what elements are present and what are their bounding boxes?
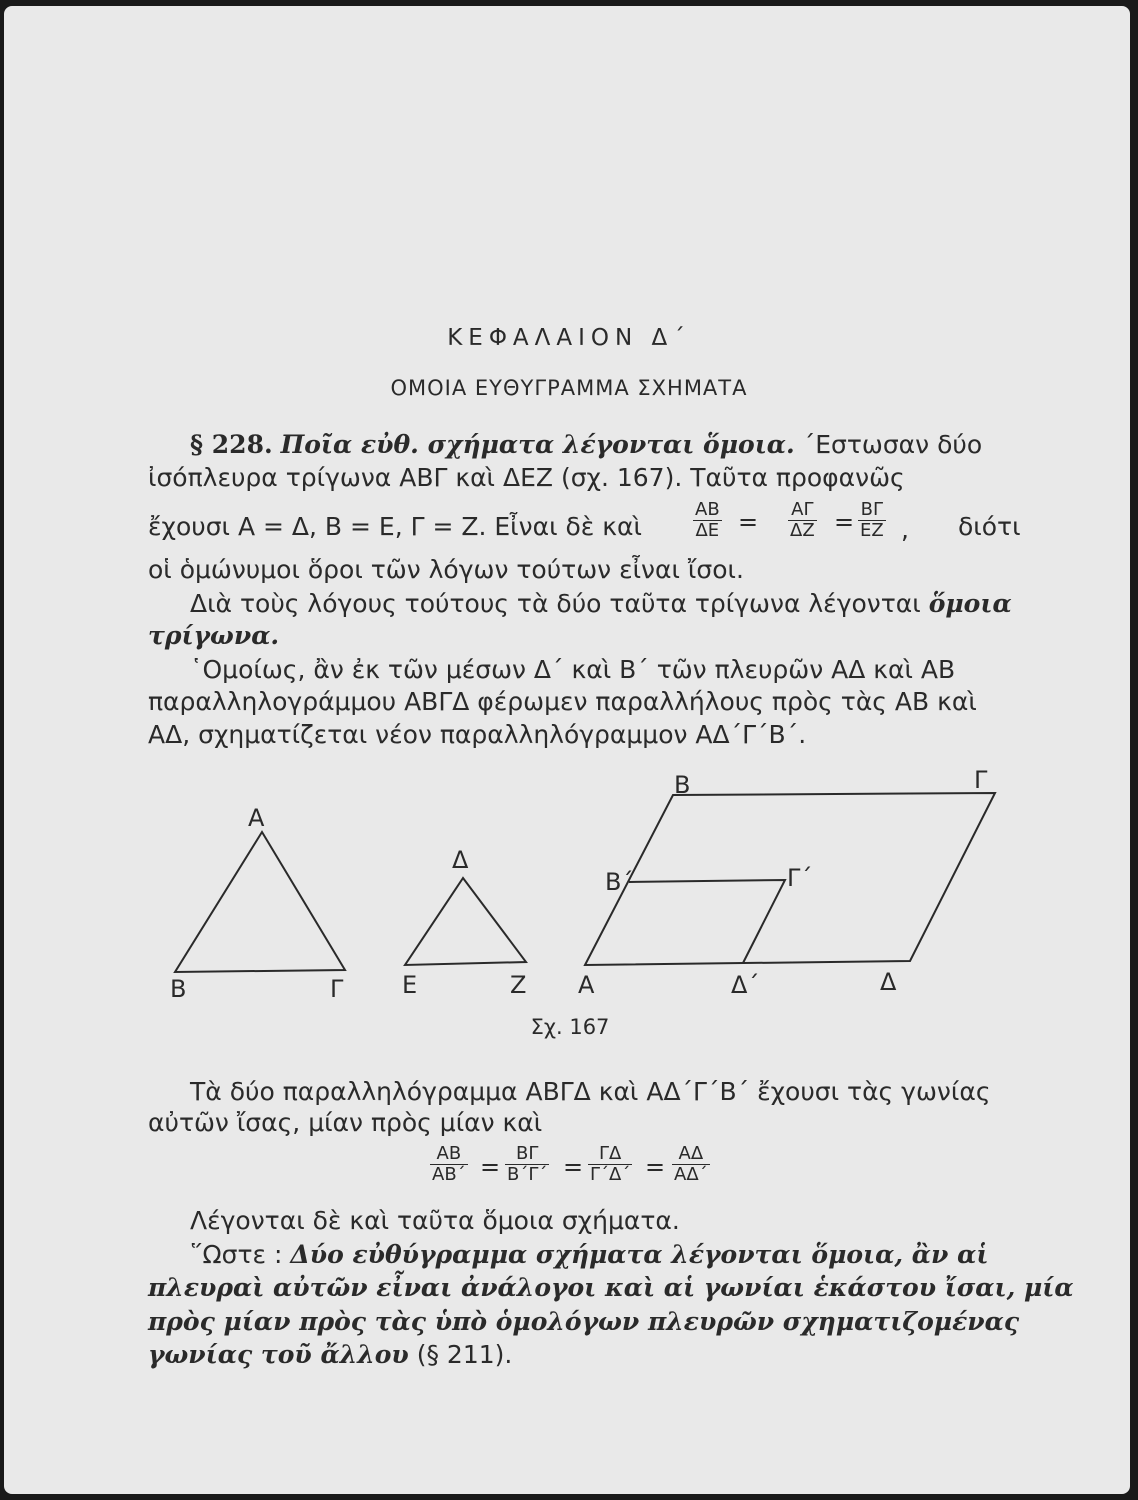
- section-heading: Ποῖα εὐθ. σχήματα λέγονται ὅμοια.: [280, 430, 795, 459]
- equals-sign: =: [563, 1153, 584, 1181]
- equals-sign: =: [645, 1153, 666, 1181]
- paragraph-line: ῾Ομοίως, ἂν ἐκ τῶν μέσων Δ΄ καὶ Β΄ τῶν πλευρῶν ΑΔ καὶ ΑΒ: [190, 655, 956, 684]
- ratio-fraction: $\frac{AB}{\Delta E}$: [695, 499, 720, 541]
- vertex-label: Γ΄: [787, 864, 813, 892]
- paragraph-line: ἔχουσι Α = Δ, Β = Ε, Γ = Ζ. Εἶναι δὲ καὶ: [148, 512, 642, 541]
- paragraph-line: ἰσόπλευρα τρίγωνα ΑΒΓ καὶ ΔΕΖ (σχ. 167). Ταῦτα προφανῶς: [148, 463, 905, 492]
- paragraph-line: παραλληλογράμμου ΑΒΓΔ φέρωμεν παραλλήλους πρὸς τὰς ΑΒ καὶ: [148, 687, 977, 716]
- figure-caption: Σχ. 167: [530, 1015, 610, 1039]
- vertex-label: Ζ: [510, 971, 527, 999]
- comma: ,: [901, 515, 909, 544]
- ratio-fraction: $\frac{B\Gamma}{B΄\Gamma΄}$: [507, 1143, 548, 1185]
- emphasis-term: ὅμοια: [928, 589, 1012, 618]
- vertex-label: Β: [170, 975, 187, 1003]
- ratio-fraction: $\frac{B\Gamma}{EZ}$: [860, 499, 884, 541]
- paragraph-line: διότι: [958, 512, 1021, 541]
- paragraph-line: Λέγονται δὲ καὶ ταῦτα ὅμοια σχήματα.: [190, 1206, 680, 1235]
- vertex-label: Β΄: [605, 868, 634, 896]
- ratio-fraction: $\frac{A\Delta}{A\Delta΄}$: [674, 1143, 708, 1185]
- paragraph-line: αὐτῶν ἴσας, μίαν πρὸς μίαν καὶ: [148, 1108, 543, 1137]
- vertex-label: Α: [248, 804, 265, 832]
- definition-text: Δύο εὐθύγραμμα σχήματα λέγονται ὅμοια, ἂν αἱ: [290, 1240, 989, 1269]
- ratio-fraction: $\frac{A\Gamma}{\Delta Z}$: [790, 499, 815, 541]
- section-reference: (§ 211).: [416, 1340, 513, 1369]
- equals-sign: =: [480, 1153, 501, 1181]
- definition-text: πρὸς μίαν πρὸς τὰς ὑπὸ ὁμολόγων πλευρῶν σχηματιζομένας: [148, 1307, 1020, 1336]
- vertex-label: Γ: [974, 766, 988, 794]
- conclusion-line: [190, 1240, 988, 1269]
- vertex-label: Β: [674, 771, 691, 799]
- vertex-label: Δ΄: [731, 971, 760, 999]
- chapter-title: ΟΜΟΙΑ ΕΥΘΥΓΡΑΜΜΑ ΣΧΗΜΑΤΑ: [390, 376, 748, 400]
- conclusion-lead: ῞Ωστε :: [190, 1240, 283, 1269]
- conclusion-line: [148, 1340, 512, 1369]
- vertex-label: Γ: [330, 975, 344, 1003]
- definition-text: πλευραὶ αὐτῶν εἶναι ἀνάλογοι καὶ αἱ γωνίαι ἑκάστου ἴσαι, μία: [148, 1273, 1074, 1302]
- inner-parallelogram: [629, 880, 785, 963]
- vertex-label: Ε: [402, 971, 418, 999]
- ratio-fraction: $\frac{\Gamma\Delta}{\Gamma΄\Delta΄}$: [590, 1143, 631, 1185]
- vertex-label: Δ: [452, 846, 469, 874]
- ratio-fraction: $\frac{AB}{AB΄}$: [432, 1143, 466, 1185]
- triangle-abg: [175, 832, 345, 972]
- equals-sign: =: [738, 508, 759, 536]
- chapter-label: ΚΕΦΑΛΑΙΟΝ Δ΄: [447, 325, 691, 351]
- vertex-label: Δ: [880, 968, 897, 996]
- paragraph-line: οἱ ὁμώνυμοι ὅροι τῶν λόγων τούτων εἶναι ἴσοι.: [148, 555, 744, 584]
- equals-sign: =: [834, 508, 855, 536]
- paragraph-line: Τὰ δύο παραλληλόγραμμα ΑΒΓΔ καὶ ΑΔ΄Γ΄Β΄ ἔχουσι τὰς γωνίας: [190, 1077, 991, 1106]
- paragraph-line: Διὰ τοὺς λόγους τούτους τὰ δύο ταῦτα τρίγωνα λέγονται ὅμοια: [190, 589, 1012, 618]
- definition-text: γωνίας τοῦ ἄλλου: [148, 1340, 409, 1369]
- emphasis-term: τρίγωνα.: [148, 621, 280, 650]
- section-number: § 228.: [190, 430, 273, 459]
- triangle-dez: [405, 878, 526, 965]
- paragraph-text: ΄Εστωσαν δύο: [802, 430, 983, 459]
- vertex-label: Α: [578, 971, 595, 999]
- paragraph-line: ΑΔ, σχηματίζεται νέον παραλληλόγραμμον ΑΔ΄Γ΄Β΄.: [148, 720, 807, 749]
